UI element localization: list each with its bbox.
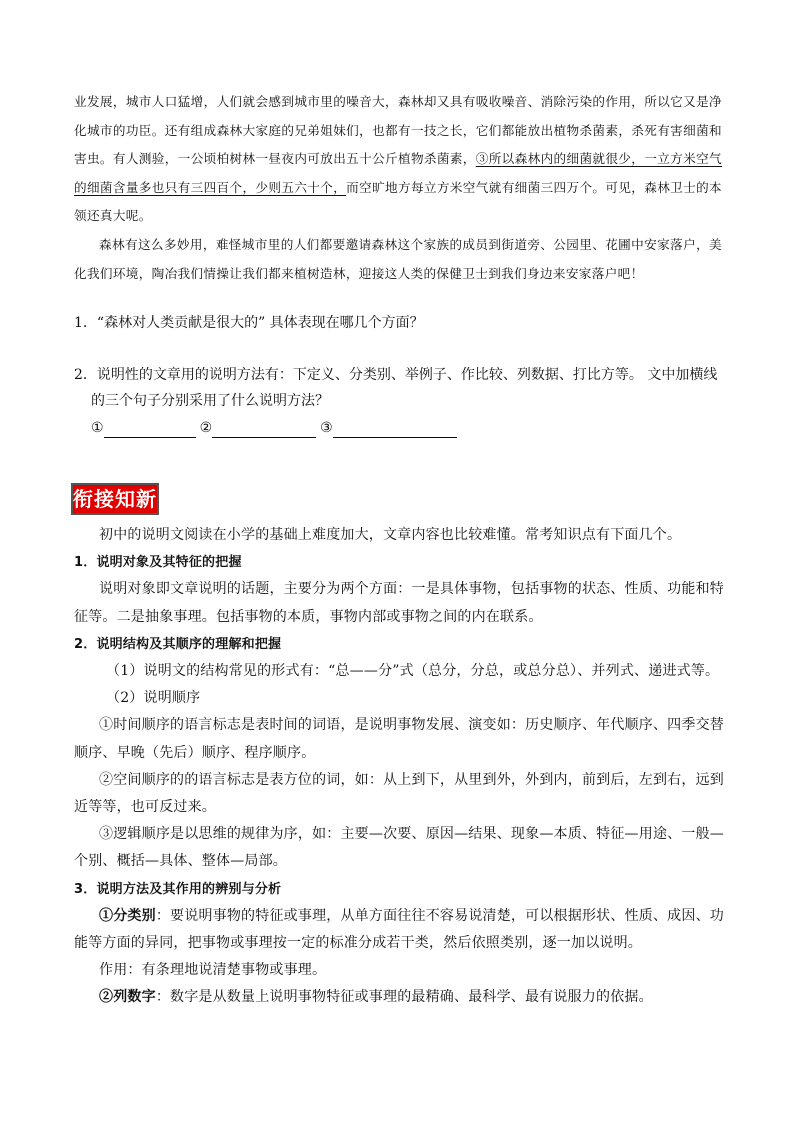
paragraph-logic-order: ③逻辑顺序是以思维的规律为序，如：主要—次要、原因—结果、现象—本质、特征—用途、一般—个别、概括—具体、整体—局部。 xyxy=(74,826,724,870)
knowledge-content xyxy=(74,522,724,1012)
method-text-numbers: ：数字是从数量上说明事物特征或事理的最精确、最科学、最有说服力的依据。 xyxy=(155,989,653,1006)
intro-paragraph: 初中的说明文阅读在小学的基础上难度加大，文章内容也比较难懂。常考知识点有下面几个。 xyxy=(99,527,682,543)
paragraph-classification xyxy=(74,903,724,957)
blank-label-2: ② xyxy=(199,420,213,436)
passage-paragraph-1 xyxy=(74,88,722,231)
paragraph-numbers xyxy=(74,984,724,1011)
passage-text: 而空旷地方每立方米空气就有细菌三四万个。可见，森林卫士的本领还真大呢。 xyxy=(74,179,722,224)
heading-2: 2．说明结构及其顺序的理解和把握 xyxy=(74,636,282,652)
paragraph-space-order: ②空间顺序的的语言标志是表方位的词，如：从上到下，从里到外，外到内，前到后，左到右，远到近等等，也可反过来。 xyxy=(74,771,724,816)
passage-paragraph-2: 森林有这么多妙用，难怪城市里的人们都要邀请森林这个家族的成员到街道旁、公园里、花圃中安家落户，美化我们环境，陶冶我们情操让我们都来植树造林，迎接这人类的保健卫士到我们身边来安家落户吧！ xyxy=(74,236,722,281)
answer-blank-2[interactable] xyxy=(212,419,316,438)
method-label-numbers: ②列数字 xyxy=(99,989,156,1006)
paragraph-time-order: ①时间顺序的语言标志是表时间的词语，是说明事物发展、演变如：历史顺序、年代顺序、四季交替顺序、早晚（先后）顺序、程序顺序。 xyxy=(74,717,724,761)
method-label-classification: ①分类别 xyxy=(99,907,156,924)
question-2 xyxy=(74,362,734,414)
answer-blanks xyxy=(91,415,461,441)
method-text-classification: ：要说明事物的特征或事理，从单方面往往不容易说清楚，可以根据形状、性质、成因、功能等方面的异同，把事物或事理按一定的标准分成若干类，然后依照类别，逐一加以说明。 xyxy=(74,907,724,952)
question-2-line-2: 的三个句子分别采用了什么说明方法？ xyxy=(91,393,329,409)
paragraph-classification-effect: 作用：有条理地说清楚事物或事理。 xyxy=(99,962,327,979)
passage-text: 业发展，城市人口猛增，人们就会感到城市里的噪音大，森林却又具有吸收噪音、消除污染的作用，所以它又是净化城市的功臣。还有组成森林大家庭的兄弟姐妹们，也都有一技之长，它们都能放出植物杀菌素，杀死有害细菌和害虫。有人测验，一公顷柏树林一昼夜内可放出五十公斤植物杀菌素， xyxy=(74,94,722,167)
paragraph-object: 说明对象即文章说明的话题，主要分为两个方面：一是具体事物，包括事物的状态、性质、功能和特征等。二是抽象事理。包括事物的本质，事物内部或事物之间的内在联系。 xyxy=(74,581,724,625)
question-1: 1．“森林对人类贡献是很大的” 具体表现在哪几个方面？ xyxy=(74,315,424,331)
answer-blank-1[interactable] xyxy=(104,419,196,438)
heading-3: 3．说明方法及其作用的辨别与分析 xyxy=(74,881,282,897)
blank-label-3: ③ xyxy=(320,420,333,436)
heading-1: 1．说明对象及其特征的把握 xyxy=(74,555,242,571)
section-title-badge: 衔接知新 xyxy=(72,484,158,514)
blank-label-1: ① xyxy=(91,420,104,436)
reading-passage xyxy=(74,88,722,288)
paragraph-structure: （1）说明文的结构常见的形式有：“总——分”式（总分，分总，或总分总）、并列式、递进式等。 xyxy=(106,663,720,680)
paragraph-order-title: （2）说明顺序 xyxy=(106,690,201,707)
answer-blank-3[interactable] xyxy=(333,419,457,438)
underlined-sentence-3: ③所以森林内的细菌就很少，一立方米空气的细菌含量多也只有三四百个，少则五六十个， xyxy=(74,151,722,195)
question-2-line-1: 2．说明性的文章用的说明方法有：下定义、分类别、举例子、作比较、列数据、打比方等。 文中加横线 xyxy=(74,367,718,383)
